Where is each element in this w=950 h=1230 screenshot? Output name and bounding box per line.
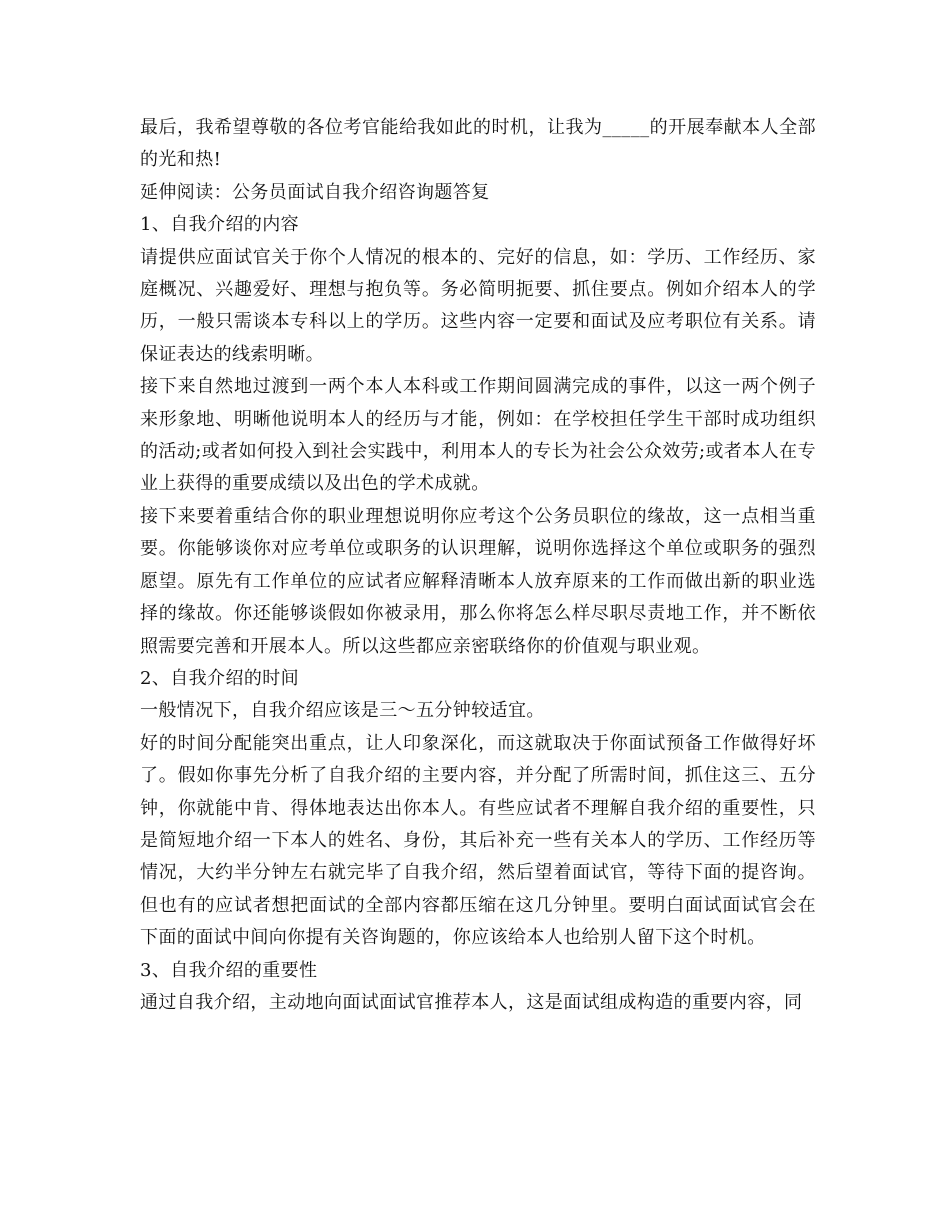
section-heading-content: 1、自我介绍的内容 (140, 214, 300, 236)
paragraph-time-general: 一般情况下，自我介绍应该是三～五分钟较适宜。 (140, 700, 545, 722)
paragraph-content-info: 请提供应面试官关于你个人情况的根本的、完好的信息，如：学历、工作经历、家庭概况、兴趣爱好、理想与抱负等。务必简明扼要、抓住要点。例如介绍本人的学历，一般只需谈本专科以上的学历。这些内容一定要和面试及应考职位有关系。请保证表达的线索明晰。 (140, 246, 816, 365)
section-heading-importance: 3、自我介绍的重要性 (140, 959, 318, 981)
paragraph-content-events: 接下来自然地过渡到一两个本人本科或工作期间圆满完成的事件，以这一两个例子来形象地、明晰他说明本人的经历与才能，例如：在学校担任学生干部时成功组织的活动;或者如何投入到社会实践中，利用本人的专长为社会公众效劳;或者本人在专业上获得的重要成绩以及出色的学术成就。 (140, 376, 816, 495)
paragraph-extended-reading: 延伸阅读：公务员面试自我介绍咨询题答复 (140, 181, 490, 203)
section-heading-time: 2、自我介绍的时间 (140, 667, 300, 689)
document-body (140, 112, 816, 1019)
paragraph-time-allocation: 好的时间分配能突出重点，让人印象深化，而这就取决于你面试预备工作做得好坏了。假如你事先分析了自我介绍的主要内容，并分配了所需时间，抓住这三、五分钟，你就能中肯、得体地表达出你本人。有些应试者不理解自我介绍的重要性，只是简短地介绍一下本人的姓名、身份，其后补充一些有关本人的学历、工作经历等情况，大约半分钟左右就完毕了自我介绍，然后望着面试官，等待下面的提咨询。但也有的应试者想把面试的全部内容都压缩在这几分钟里。要明白面试面试官会在下面的面试中间向你提有关咨询题的，你应该给本人也给别人留下这个时机。 (140, 732, 816, 949)
paragraph-closing-wish: 最后，我希望尊敬的各位考官能给我如此的时机，让我为_____的开展奉献本人全部的光和热! (140, 117, 816, 171)
paragraph-importance: 通过自我介绍，主动地向面试面试官推荐本人，这是面试组成构造的重要内容，同 (140, 991, 803, 1013)
paragraph-content-career: 接下来要着重结合你的职业理想说明你应考这个公务员职位的缘故，这一点相当重要。你能够谈你对应考单位或职务的认识理解，说明你选择这个单位或职务的强烈愿望。原先有工作单位的应试者应解释清晰本人放弃原来的工作而做出新的职业选择的缘故。你还能够谈假如你被录用，那么你将怎么样尽职尽责地工作，并不断依照需要完善和开展本人。所以这些都应亲密联络你的价值观与职业观。 (140, 505, 816, 657)
